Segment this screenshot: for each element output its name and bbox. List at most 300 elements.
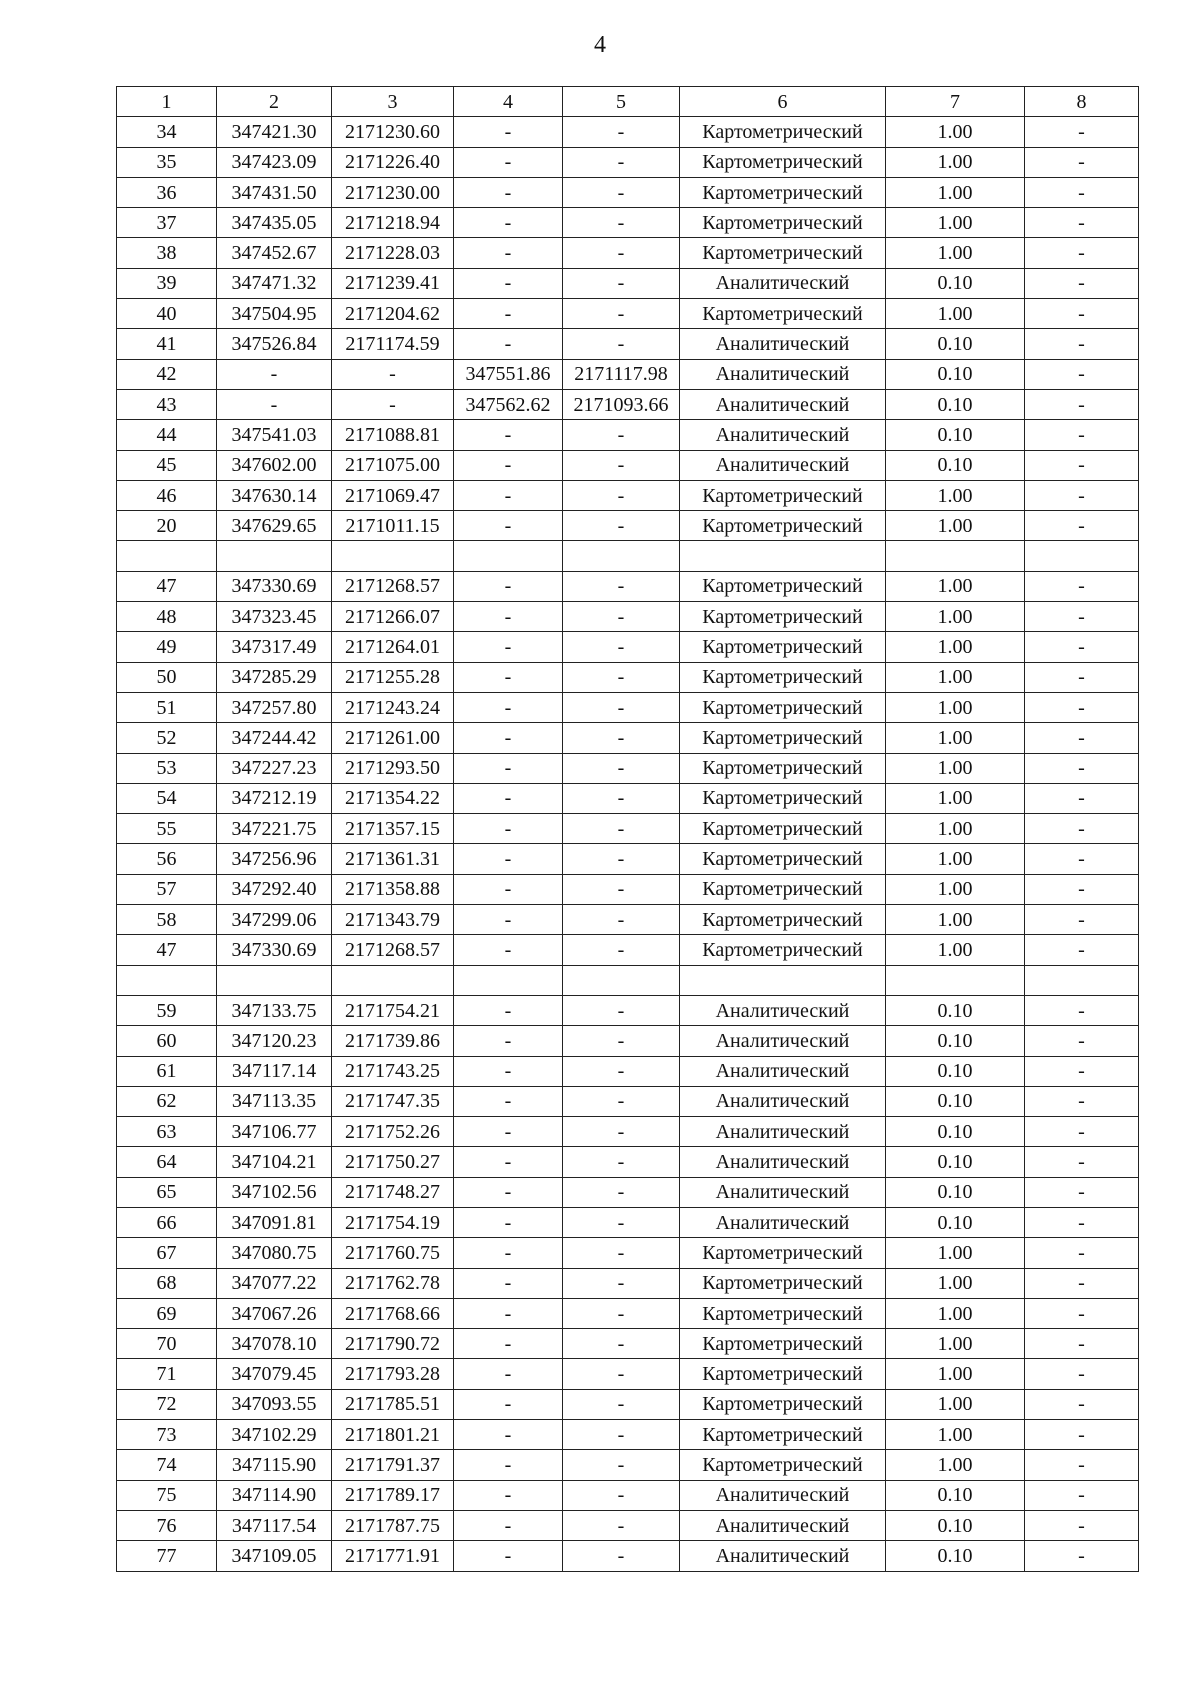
cell-description: -: [1025, 1177, 1139, 1207]
table-row: [117, 602, 1139, 632]
cell-point-number: 60: [117, 1026, 217, 1056]
cell-x-new: -: [454, 662, 563, 692]
cell-accuracy: 1.00: [886, 935, 1025, 965]
cell-accuracy: 1.00: [886, 844, 1025, 874]
cell-method: Аналитический: [680, 359, 886, 389]
cell-description: -: [1025, 783, 1139, 813]
cell-x-existing: [217, 965, 332, 995]
table-row: [117, 450, 1139, 480]
cell-x-existing: 347212.19: [217, 783, 332, 813]
table-row: [117, 662, 1139, 692]
cell-accuracy: 0.10: [886, 450, 1025, 480]
cell-point-number: 61: [117, 1056, 217, 1086]
cell-y-new: -: [563, 177, 680, 207]
cell-y-new: -: [563, 874, 680, 904]
cell-x-new: -: [454, 1147, 563, 1177]
cell-accuracy: 0.10: [886, 359, 1025, 389]
cell-description: -: [1025, 1510, 1139, 1540]
cell-y-new: -: [563, 1329, 680, 1359]
cell-point-number: 40: [117, 299, 217, 329]
cell-description: -: [1025, 1207, 1139, 1237]
cell-accuracy: 0.10: [886, 995, 1025, 1025]
cell-x-existing: 347330.69: [217, 935, 332, 965]
cell-description: -: [1025, 753, 1139, 783]
cell-x-new: -: [454, 1117, 563, 1147]
cell-y-existing: 2171752.26: [332, 1117, 454, 1147]
table-row: [117, 1420, 1139, 1450]
cell-y-existing: 2171790.72: [332, 1329, 454, 1359]
column-header-6: 6: [680, 87, 886, 117]
cell-accuracy: 1.00: [886, 177, 1025, 207]
cell-y-new: -: [563, 1177, 680, 1207]
cell-point-number: 70: [117, 1329, 217, 1359]
cell-accuracy: 1.00: [886, 511, 1025, 541]
cell-x-existing: 347330.69: [217, 571, 332, 601]
table-row: [117, 995, 1139, 1025]
cell-x-new: -: [454, 1026, 563, 1056]
table-row: [117, 268, 1139, 298]
cell-y-existing: 2171357.15: [332, 814, 454, 844]
cell-point-number: 77: [117, 1541, 217, 1571]
cell-y-new: -: [563, 602, 680, 632]
table-row: [117, 1359, 1139, 1389]
cell-accuracy: 1.00: [886, 602, 1025, 632]
cell-x-existing: 347323.45: [217, 602, 332, 632]
cell-y-new: -: [563, 632, 680, 662]
cell-y-existing: 2171760.75: [332, 1238, 454, 1268]
cell-description: -: [1025, 1389, 1139, 1419]
cell-description: -: [1025, 1480, 1139, 1510]
cell-y-existing: 2171754.21: [332, 995, 454, 1025]
cell-x-existing: 347629.65: [217, 511, 332, 541]
cell-y-new: -: [563, 299, 680, 329]
cell-x-new: -: [454, 1056, 563, 1086]
cell-y-new: -: [563, 814, 680, 844]
cell-y-existing: 2171739.86: [332, 1026, 454, 1056]
cell-method: Картометрический: [680, 1329, 886, 1359]
cell-y-existing: 2171230.00: [332, 177, 454, 207]
cell-method: Аналитический: [680, 1147, 886, 1177]
cell-y-new: -: [563, 844, 680, 874]
table-row: [117, 844, 1139, 874]
cell-accuracy: 0.10: [886, 1480, 1025, 1510]
cell-point-number: 35: [117, 147, 217, 177]
cell-point-number: [117, 965, 217, 995]
cell-method: Аналитический: [680, 268, 886, 298]
cell-method: Аналитический: [680, 420, 886, 450]
cell-accuracy: 1.00: [886, 692, 1025, 722]
cell-description: -: [1025, 1329, 1139, 1359]
cell-y-existing: [332, 541, 454, 571]
cell-y-new: -: [563, 1207, 680, 1237]
table-row: [117, 1117, 1139, 1147]
cell-method: Картометрический: [680, 602, 886, 632]
cell-y-new: -: [563, 450, 680, 480]
cell-x-existing: 347244.42: [217, 723, 332, 753]
table-row: [117, 117, 1139, 147]
cell-point-number: 76: [117, 1510, 217, 1540]
cell-y-new: -: [563, 662, 680, 692]
cell-y-new: -: [563, 1117, 680, 1147]
cell-description: -: [1025, 1359, 1139, 1389]
cell-x-new: -: [454, 177, 563, 207]
cell-description: -: [1025, 1268, 1139, 1298]
table-row: [117, 783, 1139, 813]
cell-y-new: [563, 965, 680, 995]
cell-point-number: 42: [117, 359, 217, 389]
cell-method: Аналитический: [680, 1541, 886, 1571]
cell-x-new: -: [454, 208, 563, 238]
table-row: [117, 238, 1139, 268]
table-row: [117, 1056, 1139, 1086]
cell-y-existing: 2171787.75: [332, 1510, 454, 1540]
cell-y-new: -: [563, 1450, 680, 1480]
cell-x-existing: -: [217, 359, 332, 389]
cell-method: Картометрический: [680, 571, 886, 601]
cell-y-existing: 2171785.51: [332, 1389, 454, 1419]
cell-x-existing: 347317.49: [217, 632, 332, 662]
cell-accuracy: 0.10: [886, 1541, 1025, 1571]
table-row: [117, 1389, 1139, 1419]
cell-description: -: [1025, 420, 1139, 450]
cell-x-existing: 347117.14: [217, 1056, 332, 1086]
cell-y-new: -: [563, 208, 680, 238]
cell-description: -: [1025, 723, 1139, 753]
cell-x-new: -: [454, 905, 563, 935]
cell-description: -: [1025, 844, 1139, 874]
cell-x-existing: 347079.45: [217, 1359, 332, 1389]
cell-x-existing: 347102.56: [217, 1177, 332, 1207]
cell-x-new: -: [454, 480, 563, 510]
cell-y-existing: 2171750.27: [332, 1147, 454, 1177]
cell-accuracy: 1.00: [886, 783, 1025, 813]
table-row: [117, 632, 1139, 662]
cell-description: -: [1025, 1541, 1139, 1571]
cell-method: Картометрический: [680, 238, 886, 268]
cell-y-existing: 2171768.66: [332, 1298, 454, 1328]
table-row: [117, 1541, 1139, 1571]
cell-y-existing: 2171791.37: [332, 1450, 454, 1480]
cell-y-new: -: [563, 1268, 680, 1298]
cell-x-new: -: [454, 692, 563, 722]
cell-x-existing: 347104.21: [217, 1147, 332, 1177]
column-header-7: 7: [886, 87, 1025, 117]
cell-point-number: 47: [117, 571, 217, 601]
cell-x-existing: 347256.96: [217, 844, 332, 874]
cell-point-number: 68: [117, 1268, 217, 1298]
cell-x-existing: 347106.77: [217, 1117, 332, 1147]
cell-description: -: [1025, 602, 1139, 632]
cell-method: Картометрический: [680, 814, 886, 844]
cell-x-new: -: [454, 1420, 563, 1450]
cell-description: -: [1025, 1147, 1139, 1177]
cell-x-existing: 347471.32: [217, 268, 332, 298]
cell-y-new: -: [563, 1510, 680, 1540]
cell-x-existing: 347452.67: [217, 238, 332, 268]
cell-method: Картометрический: [680, 117, 886, 147]
cell-y-existing: 2171174.59: [332, 329, 454, 359]
cell-x-new: -: [454, 1389, 563, 1419]
cell-point-number: 74: [117, 1450, 217, 1480]
cell-description: -: [1025, 147, 1139, 177]
cell-accuracy: 0.10: [886, 268, 1025, 298]
cell-y-existing: 2171226.40: [332, 147, 454, 177]
table-row: [117, 299, 1139, 329]
cell-y-new: -: [563, 753, 680, 783]
cell-accuracy: 1.00: [886, 723, 1025, 753]
cell-accuracy: 1.00: [886, 147, 1025, 177]
cell-point-number: 20: [117, 511, 217, 541]
cell-x-existing: 347423.09: [217, 147, 332, 177]
cell-method: Картометрический: [680, 511, 886, 541]
table-row: [117, 905, 1139, 935]
cell-point-number: 51: [117, 692, 217, 722]
cell-x-new: -: [454, 1238, 563, 1268]
cell-y-existing: 2171343.79: [332, 905, 454, 935]
cell-method: Картометрический: [680, 632, 886, 662]
cell-point-number: 56: [117, 844, 217, 874]
cell-y-existing: 2171230.60: [332, 117, 454, 147]
cell-accuracy: 1.00: [886, 632, 1025, 662]
cell-description: -: [1025, 1086, 1139, 1116]
cell-y-existing: 2171762.78: [332, 1268, 454, 1298]
cell-description: -: [1025, 359, 1139, 389]
cell-description: -: [1025, 632, 1139, 662]
cell-point-number: 48: [117, 602, 217, 632]
cell-method: Аналитический: [680, 1117, 886, 1147]
cell-x-existing: 347067.26: [217, 1298, 332, 1328]
cell-point-number: 72: [117, 1389, 217, 1419]
cell-y-new: -: [563, 935, 680, 965]
cell-y-new: -: [563, 1147, 680, 1177]
cell-method: Картометрический: [680, 723, 886, 753]
cell-y-existing: 2171361.31: [332, 844, 454, 874]
table-row: [117, 329, 1139, 359]
cell-x-existing: 347115.90: [217, 1450, 332, 1480]
cell-x-new: -: [454, 1086, 563, 1116]
cell-y-existing: 2171268.57: [332, 935, 454, 965]
cell-accuracy: 1.00: [886, 1450, 1025, 1480]
table-row: [117, 1450, 1139, 1480]
cell-x-new: -: [454, 602, 563, 632]
cell-accuracy: 0.10: [886, 1510, 1025, 1540]
cell-description: -: [1025, 935, 1139, 965]
table-row: [117, 420, 1139, 450]
cell-point-number: 38: [117, 238, 217, 268]
cell-accuracy: 1.00: [886, 1298, 1025, 1328]
table-row: [117, 208, 1139, 238]
cell-x-existing: 347113.35: [217, 1086, 332, 1116]
cell-accuracy: 0.10: [886, 329, 1025, 359]
cell-x-new: -: [454, 753, 563, 783]
cell-method: Картометрический: [680, 480, 886, 510]
cell-description: -: [1025, 268, 1139, 298]
cell-x-new: -: [454, 723, 563, 753]
cell-y-existing: 2171358.88: [332, 874, 454, 904]
cell-method: Картометрический: [680, 147, 886, 177]
cell-x-new: -: [454, 1450, 563, 1480]
cell-accuracy: 1.00: [886, 571, 1025, 601]
cell-y-new: -: [563, 480, 680, 510]
cell-y-new: -: [563, 1086, 680, 1116]
cell-y-new: -: [563, 1359, 680, 1389]
cell-accuracy: 1.00: [886, 662, 1025, 692]
cell-method: Аналитический: [680, 995, 886, 1025]
cell-accuracy: 1.00: [886, 1420, 1025, 1450]
cell-method: Аналитический: [680, 1480, 886, 1510]
cell-point-number: 37: [117, 208, 217, 238]
cell-point-number: 52: [117, 723, 217, 753]
cell-y-new: -: [563, 268, 680, 298]
cell-x-existing: 347091.81: [217, 1207, 332, 1237]
cell-description: -: [1025, 1238, 1139, 1268]
cell-point-number: 54: [117, 783, 217, 813]
cell-point-number: 36: [117, 177, 217, 207]
column-header-5: 5: [563, 87, 680, 117]
cell-accuracy: 0.10: [886, 420, 1025, 450]
cell-point-number: 62: [117, 1086, 217, 1116]
cell-x-new: -: [454, 1329, 563, 1359]
cell-y-existing: -: [332, 359, 454, 389]
cell-y-existing: 2171255.28: [332, 662, 454, 692]
cell-accuracy: 1.00: [886, 753, 1025, 783]
cell-y-new: -: [563, 420, 680, 450]
cell-point-number: 63: [117, 1117, 217, 1147]
cell-x-new: -: [454, 1298, 563, 1328]
cell-y-existing: 2171228.03: [332, 238, 454, 268]
table-row: [117, 1147, 1139, 1177]
cell-description: -: [1025, 329, 1139, 359]
cell-accuracy: 0.10: [886, 1117, 1025, 1147]
cell-x-new: -: [454, 632, 563, 662]
table-separator-row: [117, 541, 1139, 571]
cell-y-existing: 2171088.81: [332, 420, 454, 450]
cell-y-new: -: [563, 117, 680, 147]
cell-x-existing: 347102.29: [217, 1420, 332, 1450]
cell-point-number: 71: [117, 1359, 217, 1389]
cell-x-new: -: [454, 1177, 563, 1207]
table-row: [117, 1177, 1139, 1207]
cell-method: Картометрический: [680, 1268, 886, 1298]
cell-point-number: 64: [117, 1147, 217, 1177]
cell-x-new: -: [454, 420, 563, 450]
cell-accuracy: 1.00: [886, 1389, 1025, 1419]
cell-description: -: [1025, 814, 1139, 844]
cell-point-number: [117, 541, 217, 571]
cell-accuracy: 1.00: [886, 238, 1025, 268]
cell-description: -: [1025, 1026, 1139, 1056]
cell-y-new: [563, 541, 680, 571]
cell-description: [1025, 541, 1139, 571]
cell-x-new: [454, 541, 563, 571]
cell-description: -: [1025, 1117, 1139, 1147]
coordinates-table: [116, 86, 1139, 1572]
cell-x-existing: 347435.05: [217, 208, 332, 238]
cell-x-existing: 347114.90: [217, 1480, 332, 1510]
page-number: 4: [594, 32, 606, 58]
table-row: [117, 1086, 1139, 1116]
cell-method: Картометрический: [680, 1450, 886, 1480]
cell-x-existing: 347541.03: [217, 420, 332, 450]
cell-x-new: -: [454, 268, 563, 298]
cell-x-existing: 347117.54: [217, 1510, 332, 1540]
cell-method: Аналитический: [680, 389, 886, 419]
cell-method: Картометрический: [680, 783, 886, 813]
cell-x-existing: 347421.30: [217, 117, 332, 147]
cell-x-existing: 347526.84: [217, 329, 332, 359]
cell-point-number: 34: [117, 117, 217, 147]
cell-description: -: [1025, 1298, 1139, 1328]
table-row: [117, 692, 1139, 722]
cell-method: Картометрический: [680, 1238, 886, 1268]
cell-y-new: -: [563, 783, 680, 813]
cell-description: -: [1025, 299, 1139, 329]
cell-accuracy: 1.00: [886, 117, 1025, 147]
cell-x-new: [454, 965, 563, 995]
table-row: [117, 874, 1139, 904]
cell-point-number: 59: [117, 995, 217, 1025]
cell-point-number: 43: [117, 389, 217, 419]
cell-y-existing: 2171748.27: [332, 1177, 454, 1207]
cell-y-new: -: [563, 905, 680, 935]
cell-description: -: [1025, 905, 1139, 935]
cell-x-new: -: [454, 571, 563, 601]
cell-x-new: -: [454, 329, 563, 359]
cell-accuracy: 1.00: [886, 299, 1025, 329]
cell-y-existing: [332, 965, 454, 995]
cell-description: [1025, 965, 1139, 995]
cell-method: Аналитический: [680, 1207, 886, 1237]
cell-x-existing: 347630.14: [217, 480, 332, 510]
cell-accuracy: 0.10: [886, 1086, 1025, 1116]
cell-x-existing: 347504.95: [217, 299, 332, 329]
cell-method: Картометрический: [680, 935, 886, 965]
cell-method: Аналитический: [680, 1510, 886, 1540]
cell-x-existing: 347133.75: [217, 995, 332, 1025]
cell-x-new: -: [454, 874, 563, 904]
cell-accuracy: 1.00: [886, 1359, 1025, 1389]
cell-y-new: 2171093.66: [563, 389, 680, 419]
cell-x-new: -: [454, 1359, 563, 1389]
cell-x-new: -: [454, 783, 563, 813]
cell-x-new: -: [454, 844, 563, 874]
cell-method: Картометрический: [680, 208, 886, 238]
cell-description: -: [1025, 117, 1139, 147]
table-row: [117, 147, 1139, 177]
cell-point-number: 44: [117, 420, 217, 450]
cell-accuracy: 1.00: [886, 480, 1025, 510]
cell-description: -: [1025, 1420, 1139, 1450]
table-row: [117, 1298, 1139, 1328]
cell-x-new: -: [454, 814, 563, 844]
cell-y-new: -: [563, 1298, 680, 1328]
cell-description: -: [1025, 662, 1139, 692]
cell-x-existing: [217, 541, 332, 571]
cell-accuracy: 1.00: [886, 1329, 1025, 1359]
cell-y-new: -: [563, 511, 680, 541]
cell-x-new: -: [454, 299, 563, 329]
cell-y-new: -: [563, 692, 680, 722]
cell-y-existing: 2171793.28: [332, 1359, 454, 1389]
cell-point-number: 65: [117, 1177, 217, 1207]
cell-accuracy: 1.00: [886, 1268, 1025, 1298]
cell-point-number: 73: [117, 1420, 217, 1450]
cell-accuracy: 0.10: [886, 1026, 1025, 1056]
column-header-4: 4: [454, 87, 563, 117]
cell-x-new: -: [454, 995, 563, 1025]
cell-method: [680, 965, 886, 995]
table-row: [117, 753, 1139, 783]
